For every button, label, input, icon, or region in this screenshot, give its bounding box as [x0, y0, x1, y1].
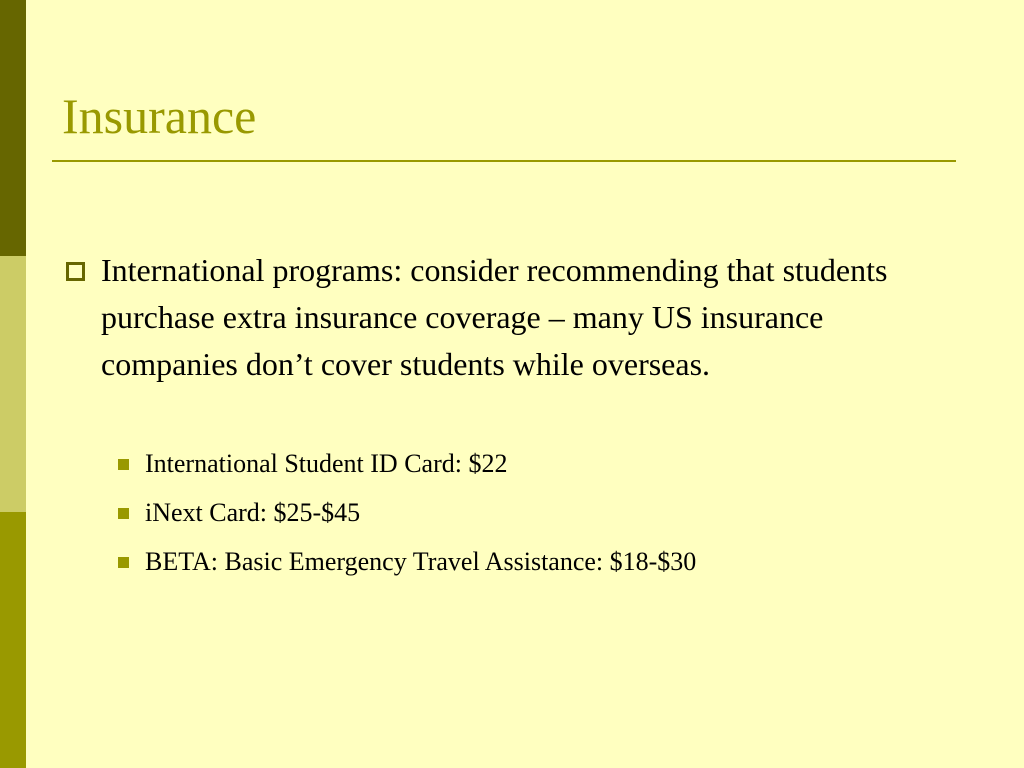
sub-bullet-text: iNext Card: $25-$45 [145, 498, 361, 527]
accent-bar-middle [0, 256, 26, 512]
accent-bar-top [0, 0, 26, 256]
main-bullet-text: International programs: consider recommending that students purchase extra insurance coverage – many US insurance companies don’t cover students while overseas. [101, 252, 888, 382]
hollow-square-bullet-icon [66, 262, 85, 281]
slide-title: Insurance [62, 88, 257, 144]
sub-bullet-text: International Student ID Card: $22 [145, 449, 508, 478]
square-bullet-icon [118, 557, 129, 568]
square-bullet-icon [118, 459, 129, 470]
sub-bullet-text: BETA: Basic Emergency Travel Assistance: $18-$30 [145, 547, 697, 576]
title-underline [52, 160, 956, 162]
accent-bar-bottom [0, 512, 26, 768]
square-bullet-icon [118, 508, 129, 519]
